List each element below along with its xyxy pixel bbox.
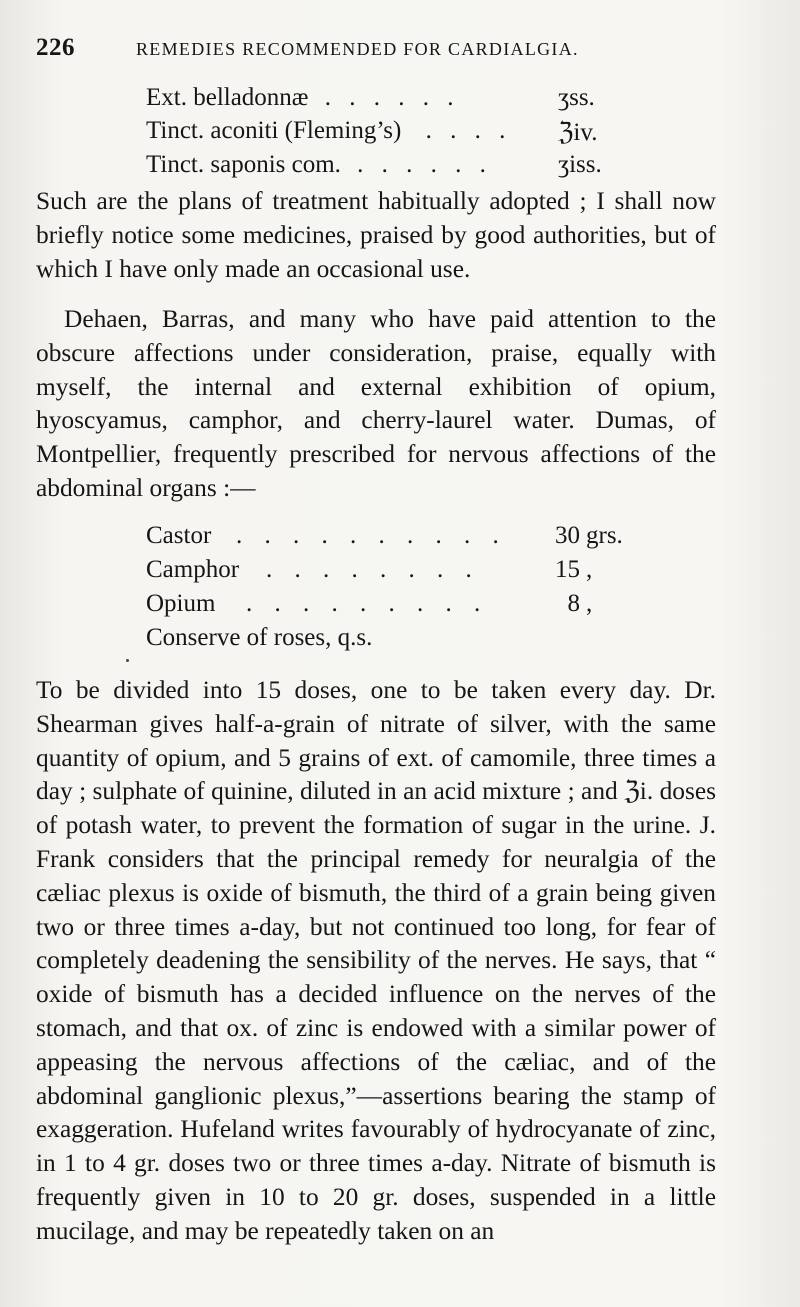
formula-quantity: 8 — [567, 590, 580, 617]
leader-dots: . . . . . . . . . — [246, 590, 489, 617]
page-number: 226 — [36, 34, 75, 61]
formula-unit: , — [586, 590, 593, 617]
formula-row — [146, 556, 666, 588]
leader-dots: . . . . . . — [324, 84, 460, 111]
formula-unit: , — [586, 556, 593, 583]
ingredient: Ext. belladonnæ — [146, 84, 309, 111]
leader-dots: . . . . — [425, 117, 512, 144]
prescription-line — [146, 117, 598, 146]
ingredient: Tinct. saponis com. — [146, 151, 341, 178]
leader-dots: . . . . . . — [357, 151, 492, 178]
formula-ingredient: Conserve of roses, q.s. — [146, 624, 373, 651]
formula-row — [146, 522, 666, 554]
formula-row — [146, 590, 666, 622]
formula-ingredient: Camphor — [146, 556, 240, 583]
paragraph-dehaen-barras: Dehaen, Barras, and many who have paid attention to the obscure affections under consideration, praise, equally with myself, the internal and external exhibition of opium, hyoscyamus, camphor, and cherry-laurel water. Dumas, of Montpellier, frequently prescribed for nervous affections of the abdominal organs :— — [36, 305, 716, 502]
paragraph-plans-of-treatment: Such are the plans of treatment habitually adopted ; I shall now briefly notice some medicines, praised by good authorities, but of which I have only made an occasional use. — [36, 187, 716, 283]
prescription-line — [146, 151, 602, 179]
print-speck — [126, 659, 129, 662]
paragraph-dosing-and-remedies: To be divided into 15 doses, one to be taken every day. Dr. Shearman gives half-a-grain of nitrate of silver, with the same quantity of opium, and 5 grains of ext. of camomile, three times a day ; sulphate of quinine, diluted in an acid mixture ; and ℨi. doses of potash water, to prevent the formation of sugar in the urine. J. Frank considers that the principal remedy for neuralgia of the cæliac plexus is oxide of bismuth, the third of a grain being given two or three times a-day, but not continued too long, for fear of completely deadening the sensibility of the nerves. He says, that “ oxide of bismuth has a decided influence on the nerves of the stomach, and that ox. of zinc is endowed with a similar power of appeasing the nervous affections of the cæliac, and of the abdominal ganglionic plexus,”—assertions bearing the stamp of exaggeration. Hufeland writes favourably of hydrocyanate of zinc, in 1 to 4 gr. doses two or three times a-day. Nitrate of bismuth is frequently given in 10 to 20 gr. doses, suspended in a little mucilage, and may be repeatedly taken on an — [36, 676, 716, 1245]
dose: ʒiss. — [558, 151, 602, 178]
ingredient: Tinct. aconiti (Fleming’s) — [146, 117, 402, 144]
page-header — [36, 34, 730, 64]
formula-unit: grs. — [586, 522, 623, 549]
leader-dots: . . . . . . . . — [266, 556, 480, 583]
formula-ingredient: Castor — [146, 522, 212, 549]
formula-ingredient: Opium — [146, 590, 216, 617]
formula-row — [146, 624, 666, 656]
running-title: REMEDIES RECOMMENDED FOR CARDIALGIA. — [136, 39, 579, 59]
formula-quantity: 30 — [555, 522, 580, 549]
formula-quantity: 15 — [555, 556, 580, 583]
leader-dots: . . . . . . . . . . — [236, 522, 507, 549]
dose: ʒss. — [558, 84, 595, 111]
dose: ℨiv. — [558, 119, 598, 146]
prescription-line — [146, 84, 595, 112]
